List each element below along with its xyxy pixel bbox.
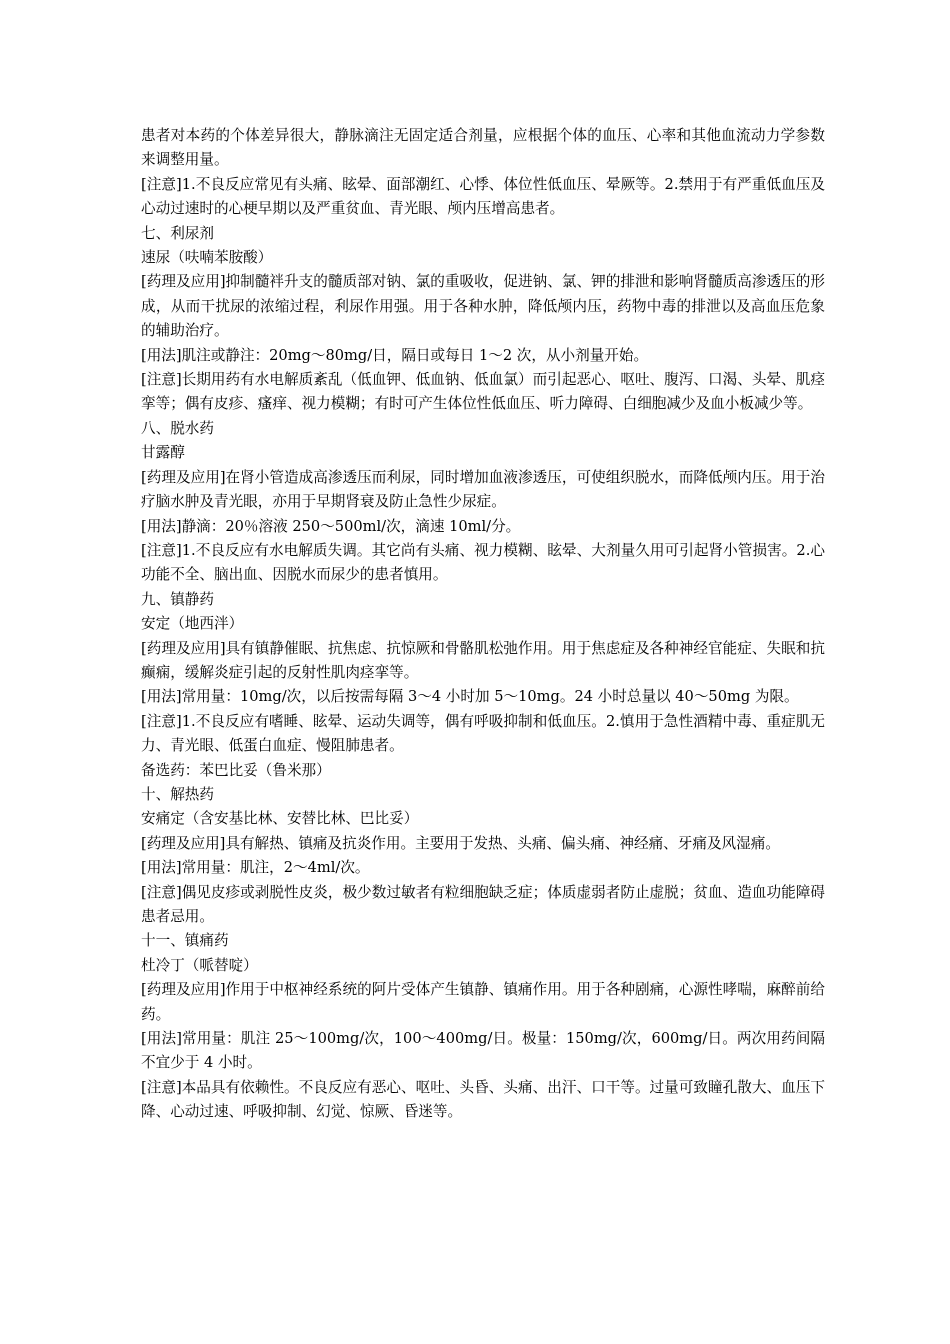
section-heading-sedatives: 九、镇静药: [141, 590, 214, 608]
paragraph-caution-furosemide: [注意]长期用药有水电解质紊乱（低血钾、低血钠、低血氯）而引起恶心、呕吐、腹泻、口渴、头晕、肌痉挛等；偶有皮疹、瘙痒、视力模糊；有时可产生体位性低血压、听力障碍、白细胞减少及血小板减少等。: [141, 371, 825, 413]
paragraph-usage-furosemide: [用法]肌注或静注：20mg～80mg/日，隔日或每日 1～2 次，从小剂量开始。: [141, 346, 649, 364]
drug-name-pethidine: 杜冷丁（哌替啶）: [141, 956, 258, 974]
paragraph-caution-nitro: [注意]1.不良反应常见有头痛、眩晕、面部潮红、心悸、体位性低血压、晕厥等。2.禁用于有严重低血压及心动过速时的心梗早期以及严重贫血、青光眼、颅内压增高患者。: [141, 175, 825, 218]
paragraph-pharmacology-antondine: [药理及应用]具有解热、镇痛及抗炎作用。主要用于发热、头痛、偏头痛、神经痛、牙痛及风湿痛。: [141, 834, 780, 852]
drug-name-antondine: 安痛定（含安基比林、安替比林、巴比妥）: [141, 810, 419, 828]
paragraph-pharmacology-diazepam: [药理及应用]具有镇静催眠、抗焦虑、抗惊厥和骨骼肌松弛作用。用于焦虑症及各种神经官能症、失眠和抗癫痫，缓解炎症引起的反射性肌肉痉挛等。: [141, 639, 825, 681]
paragraph-pharmacology-mannitol: [药理及应用]在肾小管造成高渗透压而利尿，同时增加血液渗透压，可使组织脱水，而降低颅内压。用于治疗脑水肿及青光眼，亦用于早期肾衰及防止急性少尿症。: [141, 468, 825, 511]
drug-name-diazepam: 安定（地西泮）: [141, 615, 244, 633]
paragraph-alternative-drug: 备选药：苯巴比妥（鲁米那）: [141, 761, 331, 779]
paragraph-usage-antondine: [用法]常用量：肌注，2～4ml/次。: [141, 859, 370, 877]
paragraph-dosing-note: 患者对本药的个体差异很大，静脉滴注无固定适合剂量，应根据个体的血压、心率和其他血流动力学参数来调整用量。: [141, 127, 825, 169]
document-body: [141, 124, 825, 1125]
section-heading-antipyretics: 十、解热药: [141, 785, 214, 803]
paragraph-caution-mannitol: [注意]1.不良反应有水电解质失调。其它尚有头痛、视力模糊、眩晕、大剂量久用可引起肾小管损害。2.心功能不全、脑出血、因脱水而尿少的患者慎用。: [141, 541, 825, 584]
paragraph-usage-mannitol: [用法]静滴：20％溶液 250～500ml/次，滴速 10ml/分。: [141, 517, 521, 535]
section-heading-analgesics: 十一、镇痛药: [141, 932, 229, 950]
paragraph-caution-pethidine: [注意]本品具有依赖性。不良反应有恶心、呕吐、头昏、头痛、出汗、口干等。过量可致瞳孔散大、血压下降、心动过速、呼吸抑制、幻觉、惊厥、昏迷等。: [141, 1078, 825, 1121]
drug-name-mannitol: 甘露醇: [141, 444, 185, 462]
paragraph-pharmacology-furosemide: [药理及应用]抑制髓袢升支的髓质部对钠、氯的重吸收，促进钠、氯、钾的排泄和影响肾髓质高渗透压的形成，从而干扰尿的浓缩过程，利尿作用强。用于各种水肿，降低颅内压，药物中毒的排泄以及高血压危象的辅助治疗。: [141, 273, 825, 340]
paragraph-pharmacology-pethidine: [药理及应用]作用于中枢神经系统的阿片受体产生镇静、镇痛作用。用于各种剧痛，心源性哮喘，麻醉前给药。: [141, 981, 825, 1023]
paragraph-caution-antondine: [注意]偶见皮疹或剥脱性皮炎，极少数过敏者有粒细胞缺乏症；体质虚弱者防止虚脱；贫血、造血功能障碍患者忌用。: [141, 883, 825, 925]
section-heading-diuretics: 七、利尿剂: [141, 224, 214, 242]
section-heading-dehydrants: 八、脱水药: [141, 419, 214, 437]
paragraph-usage-pethidine: [用法]常用量：肌注 25～100mg/次，100～400mg/日。极量：150mg/次，600mg/日。两次用药间隔不宜少于 4 小时。: [141, 1030, 825, 1072]
drug-name-furosemide: 速尿（呋喃苯胺酸）: [141, 249, 273, 267]
paragraph-usage-diazepam: [用法]常用量：10mg/次，以后按需每隔 3～4 小时加 5～10mg。24 小时总量以 40～50mg 为限。: [141, 688, 799, 706]
paragraph-caution-diazepam: [注意]1.不良反应有嗜睡、眩晕、运动失调等，偶有呼吸抑制和低血压。2.慎用于急性酒精中毒、重症肌无力、青光眼、低蛋白血症、慢阻肺患者。: [141, 712, 825, 755]
